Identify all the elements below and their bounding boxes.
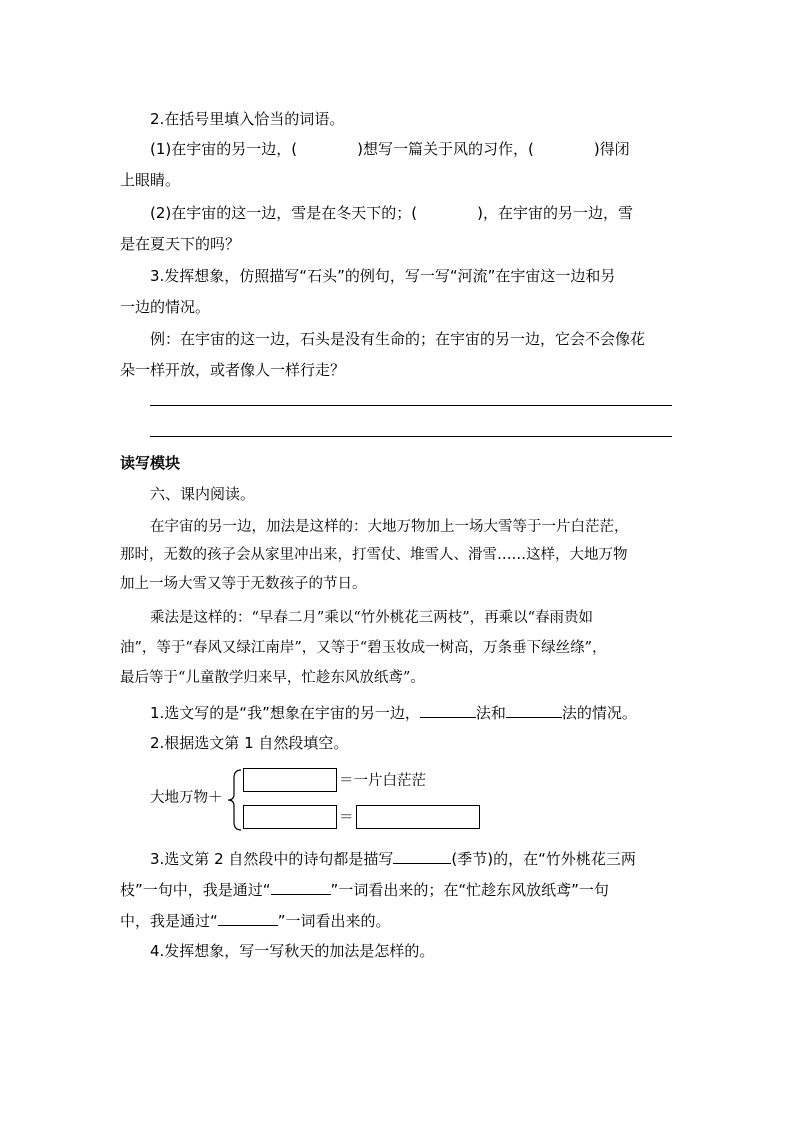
diagram-equation-1: ＝一片白茫茫	[339, 773, 426, 789]
q2-s1-part-c: )得闭	[593, 140, 630, 158]
example-line-2: 朵一样开放，或者像人一样行走？	[120, 361, 346, 379]
reading-question-4: 4.发挥想象，写一写秋天的加法是怎样的。	[150, 942, 435, 960]
rq3-part-e: 中，我是通过“	[120, 912, 218, 930]
rq3-part-a: 3.选文第 2 自然段中的诗句都是描写	[150, 850, 394, 868]
example-line-1: 例：在宇宙的这一边，石头是没有生命的；在宇宙的另一边，它会不会像花	[150, 330, 646, 348]
rq3-part-f: ”一词看出来的。	[277, 912, 391, 930]
q2-s1-part-a: (1)在宇宙的另一边，(	[150, 140, 298, 158]
diagram-left-label: 大地万物＋	[150, 790, 223, 806]
reading-question-1	[150, 702, 637, 723]
reading-question-3-line-2	[120, 879, 609, 900]
question-3-title-line-2: 一边的情况。	[120, 298, 211, 316]
fill-blank-word-1[interactable]	[271, 879, 331, 895]
question-3-title-line-1: 3.发挥想象，仿照描写“石头”的例句，写一写“河流”在宇宙这一边和另	[150, 267, 616, 285]
rq3-part-b: (季节)的，在“竹外桃花三两	[451, 850, 636, 868]
question-2-title: 2.在括号里填入恰当的词语。	[150, 110, 345, 128]
passage-p1-line-2: 那时，无数的孩子会从家里冲出来，打雪仗、堆雪人、滑雪……这样，大地万物	[120, 547, 628, 563]
diagram-equals-sign: ＝	[339, 810, 354, 826]
passage-p2-line-1: 乘法是这样的：“早春二月”乘以“竹外桃花三两枝”，再乘以“春雨贵如	[150, 610, 594, 626]
curly-brace	[226, 768, 244, 832]
reading-question-3-line-3	[120, 910, 391, 931]
question-2-sentence-1	[150, 139, 630, 159]
answer-line-1[interactable]	[150, 405, 672, 406]
answer-line-2[interactable]	[150, 436, 672, 437]
diagram-blank-box-3[interactable]	[356, 805, 480, 829]
q2-s1-continuation: 上眼睛。	[120, 171, 181, 189]
q2-s1-part-b: )想写一篇关于风的习作，(	[357, 140, 534, 158]
rq3-part-c: 枝”一句中，我是通过“	[120, 881, 271, 899]
rq3-part-d: ”一词看出来的；在“忙趁东风放纸鸢”一句	[330, 881, 609, 899]
passage-p1-line-1: 在宇宙的另一边，加法是这样的：大地万物加上一场大雪等于一片白茫茫，	[150, 519, 629, 535]
section-heading: 读写模块	[120, 454, 181, 472]
part-six-title: 六、课内阅读。	[150, 485, 256, 503]
rq1-part-a: 1.选文写的是“我”想象在宇宙的另一边，	[150, 704, 420, 722]
q2-s2-part-b: )，在宇宙的另一边，雪	[477, 204, 633, 222]
rq1-part-c: 法的情况。	[561, 704, 637, 722]
passage-p2-line-2: 油”，等于“春风又绿江南岸”，又等于“碧玉妆成一树高，万条垂下绿丝绦”，	[120, 640, 607, 656]
reading-question-3-line-1	[150, 848, 636, 869]
fill-blank-1[interactable]	[420, 702, 476, 718]
q2-s2-continuation: 是在夏天下的吗？	[120, 235, 241, 253]
passage-p1-line-3: 加上一场大雪又等于无数孩子的节日。	[120, 576, 367, 592]
fill-blank-2[interactable]	[506, 702, 562, 718]
rq1-part-b: 法和	[475, 704, 506, 722]
reading-question-2: 2.根据选文第 1 自然段填空。	[150, 734, 349, 752]
passage-p2-line-3: 最后等于“儿童散学归来早，忙趁东风放纸鸢”。	[120, 670, 425, 686]
question-2-sentence-2	[150, 203, 633, 223]
q2-s2-part-a: (2)在宇宙的这一边，雪是在冬天下的；(	[150, 204, 418, 222]
fill-blank-word-2[interactable]	[218, 910, 278, 926]
diagram-blank-box-1[interactable]	[243, 768, 337, 792]
diagram-blank-box-2[interactable]	[243, 805, 337, 829]
fill-blank-season[interactable]	[393, 848, 451, 864]
